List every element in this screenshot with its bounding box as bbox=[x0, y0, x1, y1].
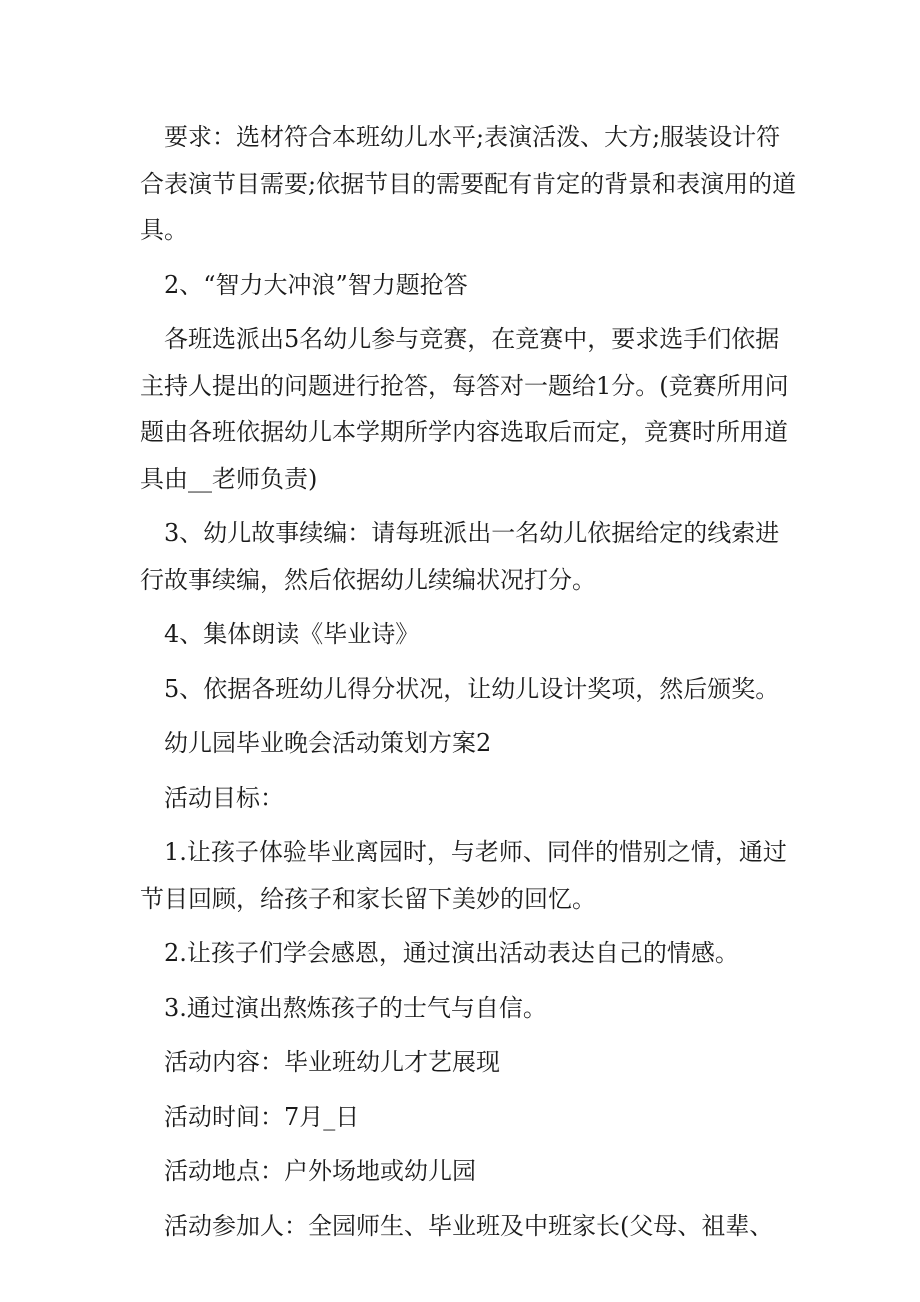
paragraph-item-4: 4、集体朗读《毕业诗》 bbox=[164, 620, 420, 648]
paragraph-goals-label: 活动目标： bbox=[164, 783, 284, 812]
paragraph-goal-1: 1.让孩子体验毕业离园时，与老师、同伴的惜别之情，通过节目回顾，给孩子和家长留下美妙的回忆。 bbox=[140, 838, 787, 913]
document-body bbox=[140, 114, 800, 1249]
paragraph-item-2-title: 2、“智力大冲浪”智力题抢答 bbox=[164, 270, 468, 299]
paragraph-activity-location: 活动地点：户外场地或幼儿园 bbox=[164, 1157, 476, 1185]
paragraph-activity-content: 活动内容：毕业班幼儿才艺展现 bbox=[164, 1048, 500, 1076]
paragraph-item-2-body: 各班选派出5名幼儿参与竞赛，在竞赛中，要求选手们依据主持人提出的问题进行抢答，每答对一题给1分。(竞赛所用问题由各班依据幼儿本学期所学内容选取后而定，竞赛时所用道具由__老师负责) bbox=[140, 325, 789, 493]
paragraph-item-3: 3、幼儿故事续编：请每班派出一名幼儿依据给定的线索进行故事续编，然后依据幼儿续编状况打分。 bbox=[140, 519, 780, 594]
paragraph-goal-2: 2.让孩子们学会感恩，通过演出活动表达自己的情感。 bbox=[164, 939, 739, 967]
paragraph-activity-participants: 活动参加人：全园师生、毕业班及中班家长(父母、祖辈、 bbox=[164, 1211, 774, 1240]
paragraph-goal-3: 3.通过演出熬炼孩子的士气与自信。 bbox=[164, 993, 547, 1022]
section-heading-plan-2: 幼儿园毕业晚会活动策划方案2 bbox=[164, 729, 492, 757]
paragraph-requirements: 要求：选材符合本班幼儿水平;表演活泼、大方;服装设计符合表演节目需要;依据节目的需要配有肯定的背景和表演用的道具。 bbox=[140, 123, 797, 244]
paragraph-item-5: 5、依据各班幼儿得分状况，让幼儿设计奖项，然后颁奖。 bbox=[164, 674, 780, 703]
paragraph-activity-time: 活动时间：7月_日 bbox=[164, 1102, 360, 1131]
